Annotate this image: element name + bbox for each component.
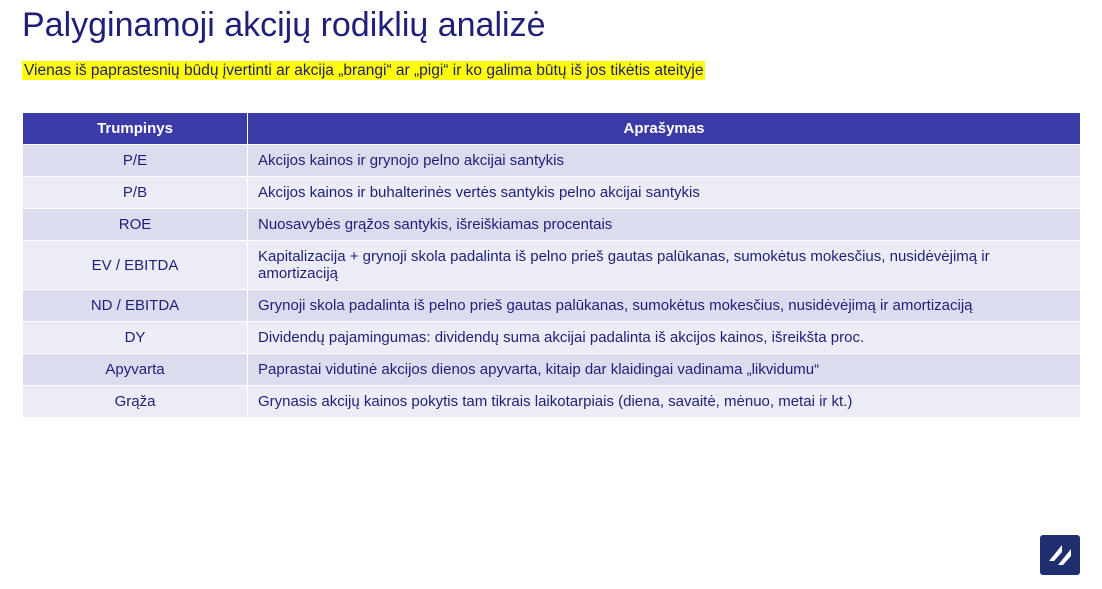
- table-row: [23, 322, 1081, 354]
- table-row: [23, 354, 1081, 386]
- subtitle-highlight: [22, 60, 972, 82]
- cell-description: Akcijos kainos ir grynojo pelno akcijai santykis: [248, 145, 1081, 177]
- cell-abbreviation: ND / EBITDA: [23, 290, 248, 322]
- cell-description: Paprastai vidutinė akcijos dienos apyvarta, kitaip dar klaidingai vadinama „likvidumu“: [248, 354, 1081, 386]
- table-row: [23, 145, 1081, 177]
- cell-description: Grynasis akcijų kainos pokytis tam tikrais laikotarpiais (diena, savaitė, mėnuo, metai ir kt.): [248, 386, 1081, 418]
- cell-abbreviation: ROE: [23, 209, 248, 241]
- cell-abbreviation: DY: [23, 322, 248, 354]
- table-row: [23, 241, 1081, 290]
- cell-description: Dividendų pajamingumas: dividendų suma akcijai padalinta iš akcijos kainos, išreikšta proc.: [248, 322, 1081, 354]
- company-logo-icon: [1040, 535, 1080, 575]
- column-header-description: Aprašymas: [248, 113, 1081, 145]
- table-row: [23, 290, 1081, 322]
- page-title: Palyginamoji akcijų rodiklių analizė: [22, 6, 546, 44]
- cell-abbreviation: Grąža: [23, 386, 248, 418]
- table-row: [23, 209, 1081, 241]
- cell-description: Akcijos kainos ir buhalterinės vertės santykis pelno akcijai santykis: [248, 177, 1081, 209]
- subtitle-text: Vienas iš paprastesnių būdų įvertinti ar akcija „brangi“ ar „pigi“ ir ko galima būtų iš jos tikėtis ateityje: [24, 62, 704, 79]
- cell-abbreviation: P/E: [23, 145, 248, 177]
- cell-abbreviation: P/B: [23, 177, 248, 209]
- cell-description: Grynoji skola padalinta iš pelno prieš gautas palūkanas, sumokėtus mokesčius, nusidėvėjimą ir amortizaciją: [248, 290, 1081, 322]
- table-row: [23, 386, 1081, 418]
- cell-abbreviation: Apyvarta: [23, 354, 248, 386]
- ratios-table: [22, 112, 1081, 418]
- cell-description: Kapitalizacija + grynoji skola padalinta iš pelno prieš gautas palūkanas, sumokėtus mokesčius, nusidėvėjimą ir amortizaciją: [248, 241, 1081, 290]
- cell-abbreviation: EV / EBITDA: [23, 241, 248, 290]
- cell-description: Nuosavybės grąžos santykis, išreiškiamas procentais: [248, 209, 1081, 241]
- table-row: [23, 177, 1081, 209]
- column-header-abbreviation: Trumpinys: [23, 113, 248, 145]
- table-header-row: [23, 113, 1081, 145]
